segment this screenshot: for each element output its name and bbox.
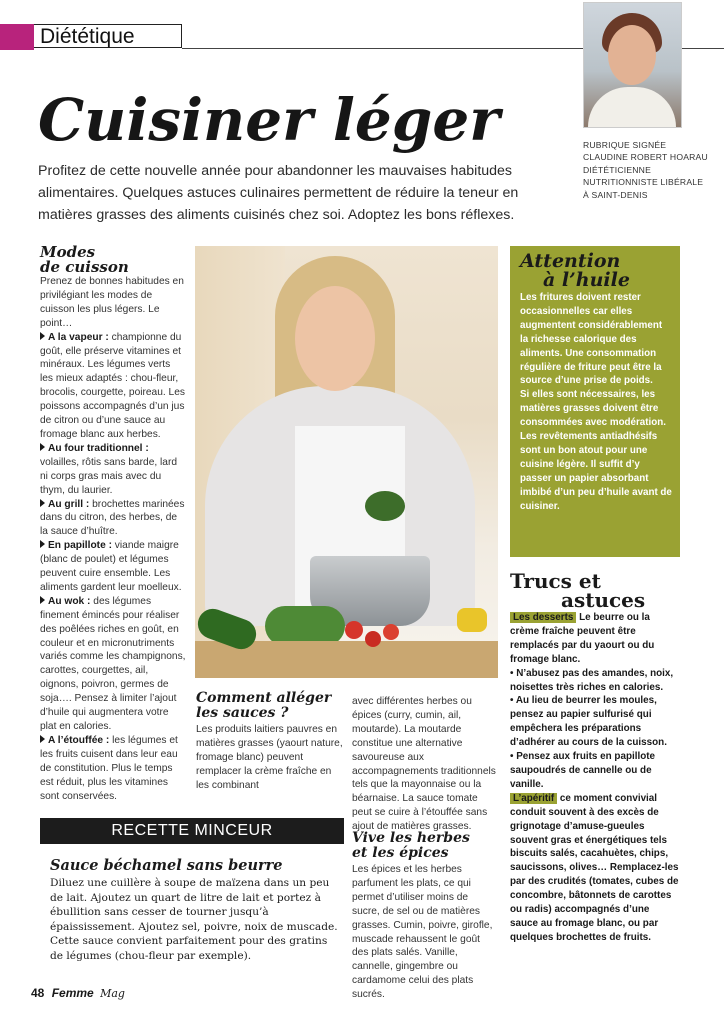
modes-item: Au four traditionnel : volailles, rôtis sans barde, lard ni corps gras mais avec du thym, du laurier. <box>40 442 178 496</box>
author-byline <box>583 139 723 201</box>
triangle-bullet-icon <box>40 443 45 451</box>
sauces-text: Les produits laitiers pauvres en matières grasses (yaourt nature, fromage blanc) peuvent remplacer la crème fraîche en les combinant <box>196 724 343 791</box>
page-number: 48 <box>31 986 45 1000</box>
recipe-title: Sauce béchamel sans beurre <box>50 857 283 874</box>
modes-item: Au grill : brochettes marinées dans du citron, des herbes, de la sauce d’huître. <box>40 498 185 538</box>
byline-line: NUTRITIONNISTE LIBÉRALE <box>583 177 704 188</box>
sauces-text-continued: avec différentes herbes ou épices (curry, cumin, ail, moutarde). La moutarde constitue une alternative savoureuse aux accompagnements traditionnels tels que la mayonnaise ou la béarnaise. La sauce tomate peut se cuire à l’étouffée sans ajout de matières grasses. <box>352 696 496 833</box>
aperitif-tag: L’apéritif <box>510 793 557 804</box>
byline-line: À SAINT-DENIS <box>583 189 648 200</box>
sauces-heading: Comment alléger les sauces ? <box>196 690 332 721</box>
attention-heading: Attention <box>520 250 621 272</box>
attention-text: Les fritures doivent rester occasionnelles car elles augmentent considérablement la richesse calorique des aliments. Une consommation régulière de friture peut être la source d’une prise de poids. Si elles sont nécessaires, les matières grasses doivent être consommées avec modération. Les revêtements antiadhésifs sont un bon atout pour une cuisine légère. Il suffit d’y passer un papier absorbant imbibé d’un peu d’huile avant de cuisiner. <box>520 292 672 512</box>
modes-item: A la vapeur : championne du goût, elle préserve vitamines et minéraux. Les légumes verts les mieux adaptés : chou-fleur, brocolis, courgette, poireau. Les poissons accompagnés d’un jus de citron ou d’une sauce au fromage blanc aux herbes. <box>40 331 185 440</box>
trucs-heading: astuces <box>561 588 646 612</box>
triangle-bullet-icon <box>40 596 45 604</box>
recipe-banner: RECETTE MINCEUR <box>40 818 344 844</box>
magazine-name-suffix: Mag <box>100 987 125 1000</box>
article-intro: Profitez de cette nouvelle année pour abandonner les mauvaises habitudes alimentaires. Quelques astuces culinaires permettent de réduire la teneur en matières grasses des aliments cuisinés chez soi. Adoptez les bons réflexes. <box>38 163 519 223</box>
trucs-text: Les desserts Le beurre ou la crème fraîche peuvent être remplacés par du yaourt ou du fromage blanc. • N’abusez pas des amandes, noix, noisettes très riches en calories. • Au lieu de beurrer les moules, pensez au papier sulfurisé qui empêchera les préparations d’adhérer au cours de la cuisson. • Pensez aux fruits en papillote saupoudrés de cannelle ou de vanille. L’apéritif ce moment convivial conduit souvent à des excès de grignotage d’amuse-gueules souvent gras et énergétiques tels biscuits salés, cacahuètes, chips, saucissons, olives… Remplacez-les par des crudités (tomates, cubes de concombre, bâtonnets de carottes ou radis) accompagnés d’une sauce au fromage blanc, ou par quelques brochettes de fruits. <box>510 612 679 943</box>
triangle-bullet-icon <box>40 540 45 548</box>
modes-intro: Prenez de bonnes habitudes en privilégiant les modes de cuisson les plus légers. Le point… <box>40 276 184 329</box>
cooking-woman-photo <box>195 246 498 678</box>
trucs-heading: Trucs et <box>510 569 601 593</box>
magazine-name: Femme <box>51 986 94 1000</box>
byline-line: RUBRIQUE SIGNÉE <box>583 140 667 150</box>
herbs-heading: Vive les herbes et les épices <box>352 830 470 861</box>
recipe-text: Diluez une cuillère à soupe de maïzena dans un peu de lait. Ajoutez un quart de litre de lait et portez à ébullition sans cesser de tourner jusqu’à épaississement. Ajoutez sel, poivre, noix de muscade. Cette sauce convient parfaitement pour des gratins de légumes (chou-fleur par exemple). <box>50 877 338 962</box>
section-label: Diététique <box>34 24 182 48</box>
page-footer <box>31 986 125 1000</box>
byline-line: CLAUDINE ROBERT HOARAU <box>583 152 708 163</box>
modes-text <box>40 275 186 803</box>
modes-item: A l’étouffée : les légumes et les fruits cuisent dans leur eau de constitution. Plus le temps est réduit, plus les vitamines sont conservées. <box>40 734 178 802</box>
article-title: Cuisiner léger <box>38 86 500 154</box>
herbs-text: Les épices et les herbes parfument les plats, ce qui permet d’utiliser moins de sucre, de sel ou de matières grasses. Cumin, poivre, girofle, muscade rehaussent le goût des plats salés. Vanille, cannelle, gingembre ou cardamome celui des plats sucrés. <box>352 864 493 1001</box>
attention-heading: à l’huile <box>543 269 630 291</box>
author-photo <box>583 2 682 128</box>
section-color-block <box>0 24 34 50</box>
modes-item: Au wok : des légumes finement émincés pour réaliser des poêlées riches en goût, en couleur et en micronutriments variés comme les champignons, carottes, courgettes, ail, oignons, poivron, germes de soja…. Pensez à limiter l’ajout d’huile qui augmentera votre plat en calories. <box>40 595 186 732</box>
triangle-bullet-icon <box>40 332 45 340</box>
modes-item: En papillote : viande maigre (blanc de poulet) et légumes peuvent cuire ensemble. Les aliments gardent leur moelleux. <box>40 540 182 593</box>
byline-line: DIÉTÉTICIENNE <box>583 164 652 175</box>
modes-heading: Modes de cuisson <box>40 243 129 276</box>
triangle-bullet-icon <box>40 735 45 743</box>
triangle-bullet-icon <box>40 499 45 507</box>
desserts-tag: Les desserts <box>510 612 576 623</box>
